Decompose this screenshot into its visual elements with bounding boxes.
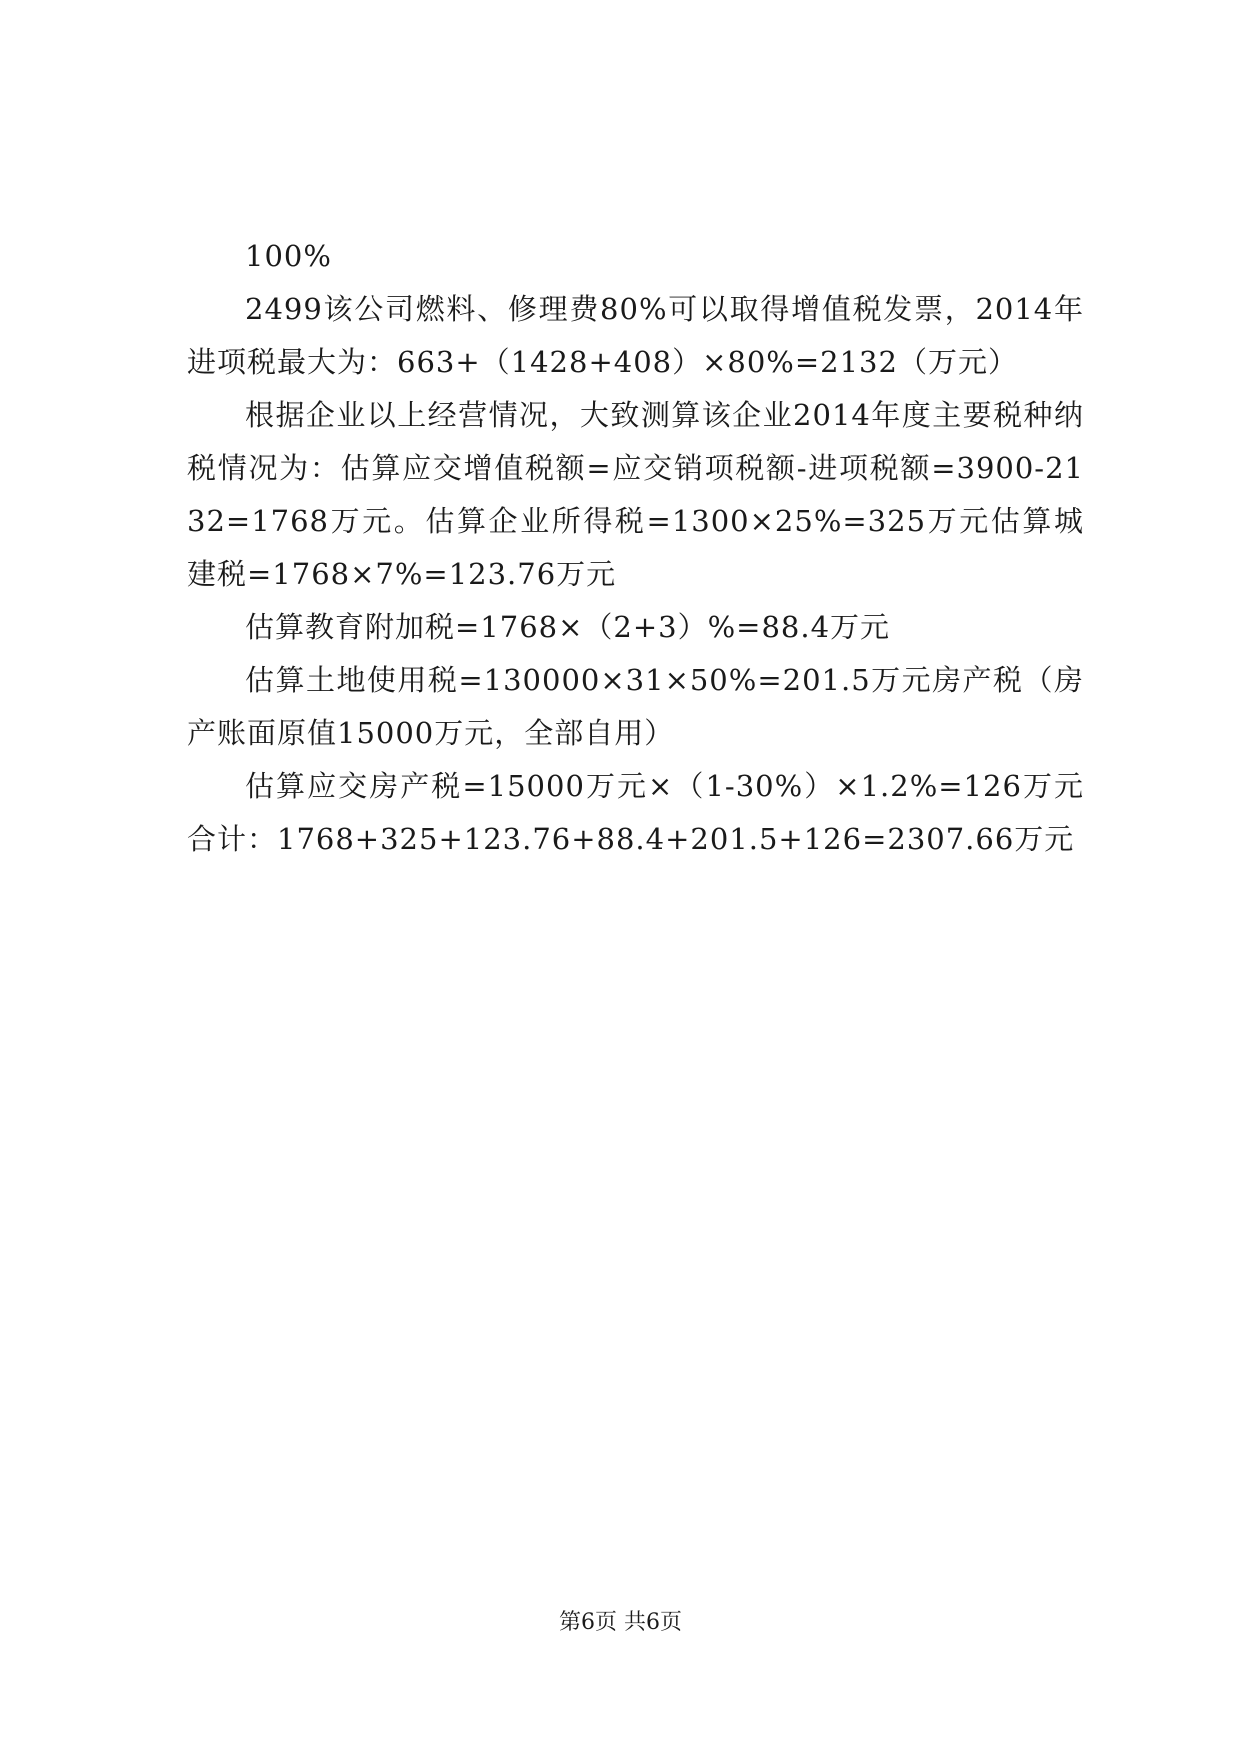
- paragraph-land-use-tax: 估算土地使用税=130000×31×50%=201.5万元房产税（房产账面原值15000万元，全部自用）: [187, 663, 1084, 750]
- paragraph-percent: 100%: [245, 239, 332, 273]
- page-number-label: 第6页 共6页: [559, 1610, 682, 1635]
- paragraph-education-surcharge: 估算教育附加税=1768×（2+3）%=88.4万元: [245, 610, 891, 644]
- page-footer: [0, 1608, 1241, 1638]
- paragraph-input-tax: 2499该公司燃料、修理费80%可以取得增值税发票，2014年进项税最大为：663+（1428+408）×80%=2132（万元）: [187, 292, 1084, 379]
- paragraph-tax-estimate: 根据企业以上经营情况，大致测算该企业2014年度主要税种纳税情况为：估算应交增值税额=应交销项税额-进项税额=3900-2132=1768万元。估算企业所得税=1300×25%=325万元估算城建税=1768×7%=123.76万元: [187, 398, 1084, 591]
- document-body: [187, 230, 1084, 866]
- paragraph-property-tax-total: 估算应交房产税=15000万元×（1-30%）×1.2%=126万元合计：1768+325+123.76+88.4+201.5+126=2307.66万元: [187, 769, 1084, 856]
